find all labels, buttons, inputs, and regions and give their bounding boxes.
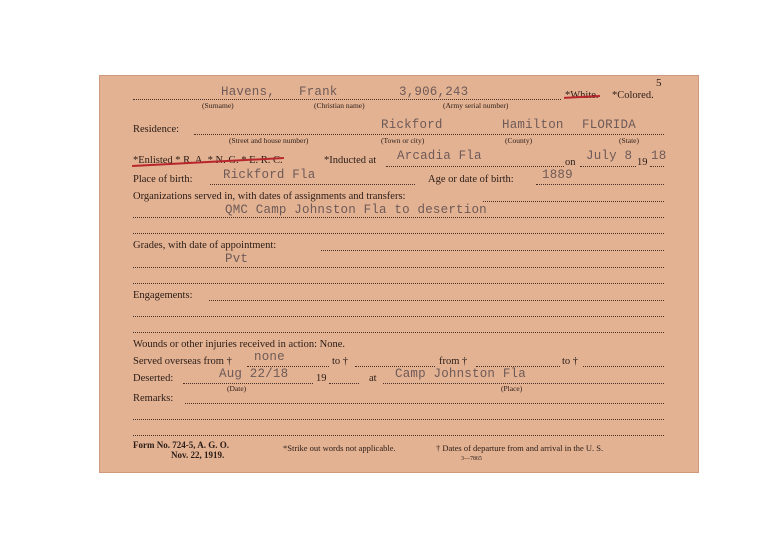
engagements-line-2	[133, 316, 664, 317]
birth-date-line	[536, 184, 664, 185]
birth-place-label: Place of birth:	[133, 174, 193, 185]
town-caption: (Town or city)	[381, 136, 425, 145]
induct-place-line	[386, 166, 564, 167]
deserted-place-line	[383, 383, 664, 384]
serial-caption: (Army serial number)	[443, 101, 509, 110]
remarks-label: Remarks:	[133, 393, 174, 404]
engagements-label: Engagements:	[133, 290, 193, 301]
race-colored: *Colored.	[612, 90, 654, 101]
overseas-from-label: Served overseas from †	[133, 356, 232, 367]
induct-year-value: 18	[651, 149, 667, 163]
county-caption: (County)	[505, 136, 533, 145]
remarks-line-2	[133, 419, 664, 420]
induct-date-line	[580, 166, 636, 167]
deserted-year-line	[329, 383, 359, 384]
grades-value: Pvt	[225, 252, 249, 266]
christian-name-value: Frank	[299, 85, 338, 99]
grades-label: Grades, with date of appointment:	[133, 240, 277, 251]
deserted-date-line	[183, 383, 313, 384]
surname-caption: (Surname)	[202, 101, 234, 110]
name-line	[133, 99, 561, 100]
overseas-to2-label: to †	[562, 356, 579, 367]
form-date: Nov. 22, 1919.	[171, 450, 225, 460]
birth-place-line	[210, 184, 415, 185]
induct-date-value: July 8	[586, 149, 633, 163]
state-caption: (State)	[619, 136, 639, 145]
overseas-from-value: none	[254, 350, 285, 364]
deserted-19-label: 19	[316, 373, 327, 384]
enlistment-type-struck: *Enlisted * R. A. * N. G. * E. R. C.	[133, 155, 283, 166]
overseas-from2-label: from †	[439, 356, 468, 367]
deserted-date-value: Aug 22/18	[219, 367, 289, 381]
service-record-card	[99, 75, 699, 473]
engagements-line-1	[209, 300, 664, 301]
remarks-line-3	[133, 435, 664, 436]
induct-place-value: Arcadia Fla	[397, 149, 482, 163]
orgs-line-1	[483, 201, 664, 202]
street-caption: (Street and house number)	[229, 136, 309, 145]
deserted-at-label: at	[369, 373, 377, 384]
race-white-struck: *White.	[565, 90, 599, 101]
deserted-label: Deserted:	[133, 373, 174, 384]
surname-value: Havens,	[221, 85, 275, 99]
engagements-line-3	[133, 332, 664, 333]
overseas-to2-line	[583, 366, 664, 367]
organizations-label: Organizations served in, with dates of assignments and transfers:	[133, 191, 406, 202]
grades-line-3	[133, 283, 664, 284]
date-caption: (Date)	[227, 384, 247, 393]
birth-date-label: Age or date of birth:	[428, 174, 514, 185]
organizations-value: QMC Camp Johnston Fla to desertion	[225, 203, 487, 217]
residence-town-value: Rickford	[381, 118, 443, 132]
christian-name-caption: (Christian name)	[314, 101, 365, 110]
grades-line-2	[133, 267, 664, 268]
orgs-line-3	[133, 233, 664, 234]
on-label: on	[565, 157, 576, 168]
wounds-label: Wounds or other injuries received in action: None.	[133, 339, 346, 350]
footnote-dates: † Dates of departure from and arrival in the U. S.	[436, 443, 604, 453]
birth-place-value: Rickford Fla	[223, 168, 316, 182]
year-prefix: 19	[637, 157, 648, 168]
overseas-to-label: to †	[332, 356, 349, 367]
form-number: Form No. 724-5, A. G. O.	[133, 440, 229, 450]
birth-date-value: 1889	[542, 168, 573, 182]
residence-state-value: FLORIDA	[582, 118, 636, 132]
place-caption: (Place)	[501, 384, 523, 393]
residence-county-value: Hamilton	[502, 118, 564, 132]
inducted-label: *Inducted at	[324, 155, 377, 166]
induct-year-line	[650, 166, 664, 167]
print-code: 3—7865	[461, 456, 482, 462]
grades-line-1	[321, 250, 664, 251]
footnote-strike: *Strike out words not applicable.	[283, 443, 396, 453]
card-number: 5	[656, 77, 662, 89]
deserted-place-value: Camp Johnston Fla	[395, 367, 526, 381]
residence-label: Residence:	[133, 124, 180, 135]
residence-line	[194, 134, 664, 135]
orgs-line-2	[133, 217, 664, 218]
serial-number-value: 3,906,243	[399, 85, 469, 99]
remarks-line-1	[185, 403, 664, 404]
